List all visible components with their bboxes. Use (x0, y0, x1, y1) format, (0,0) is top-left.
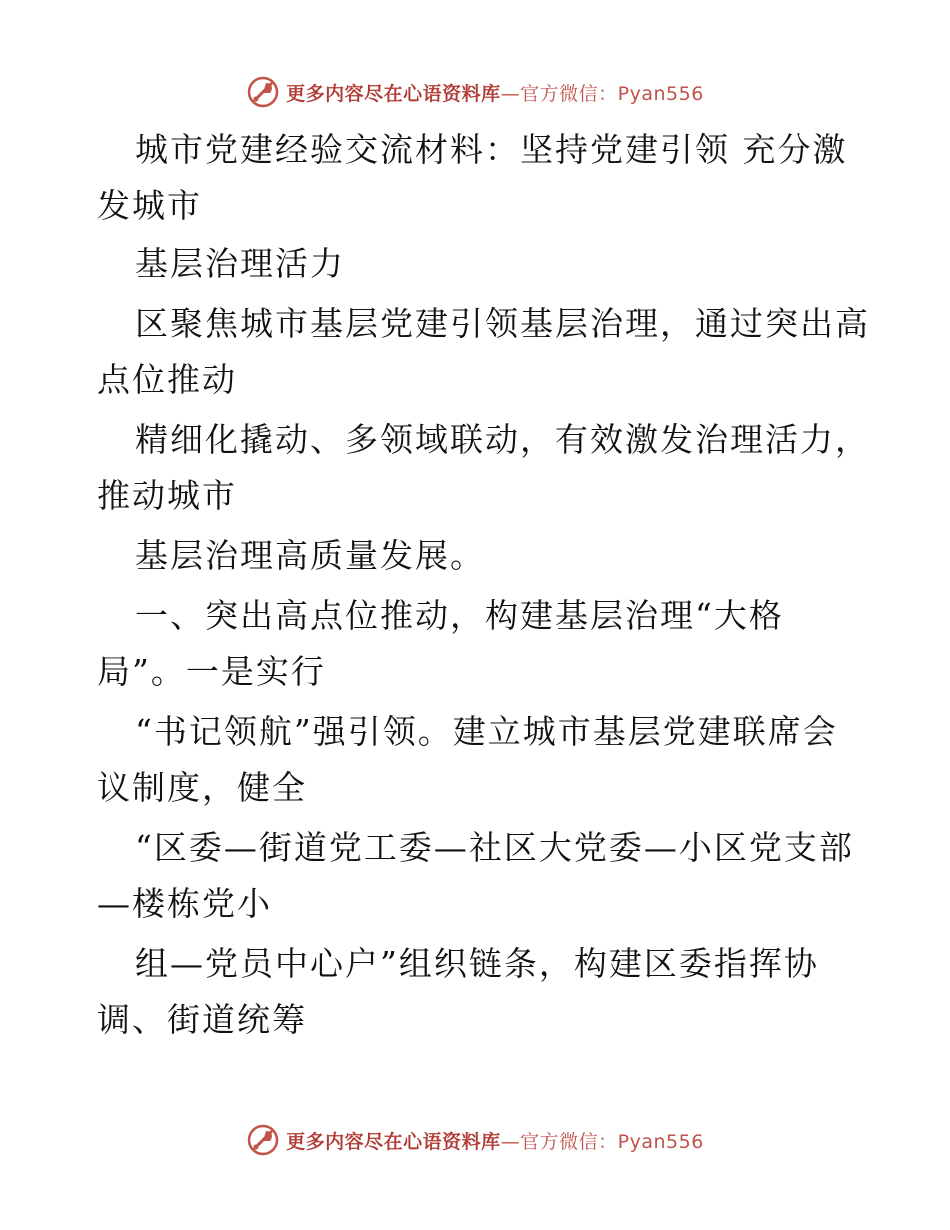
feather-pen-logo-icon (246, 1123, 280, 1157)
text-line-8: 基层治理高质量发展。 (135, 536, 485, 575)
text-line-1: 城市党建经验交流材料：坚持党建引领 充分激 (135, 130, 848, 169)
text-line-12: 议制度，健全 (97, 768, 307, 807)
text-line-10: 局”。一是实行 (97, 652, 326, 691)
text-line-2: 发城市 (97, 186, 202, 225)
text-line-15: 组—党员中心户”组织链条，构建区委指挥协 (135, 944, 819, 983)
text-line-16: 调、街道统筹 (97, 1000, 307, 1039)
text-line-11: “书记领航”强引领。建立城市基层党建联席会 (135, 712, 838, 751)
text-line-13: “区委—街道党工委—社区大党委—小区党支部 (135, 828, 854, 867)
text-line-14: —楼栋党小 (97, 884, 272, 923)
text-line-4: 区聚焦城市基层党建引领基层治理，通过突出高 (135, 304, 870, 343)
text-line-7: 推动城市 (97, 476, 237, 515)
watermark-suffix-text: —官方微信：Pyan556 (500, 82, 704, 105)
watermark-prefix-text: 更多内容尽在心语资料库 (286, 82, 501, 105)
text-line-9: 一、突出高点位推动，构建基层治理“大格 (135, 596, 784, 635)
feather-pen-logo-icon (246, 75, 280, 109)
text-line-6: 精细化撬动、多领域联动，有效激发治理活力， (135, 420, 870, 459)
watermark-footer (0, 1120, 950, 1160)
watermark-header (0, 72, 950, 112)
text-line-5: 点位推动 (97, 360, 237, 399)
text-line-3: 基层治理活力 (135, 244, 345, 283)
watermark-prefix-text: 更多内容尽在心语资料库 (286, 1130, 501, 1153)
watermark-suffix-text: —官方微信：Pyan556 (500, 1130, 704, 1153)
